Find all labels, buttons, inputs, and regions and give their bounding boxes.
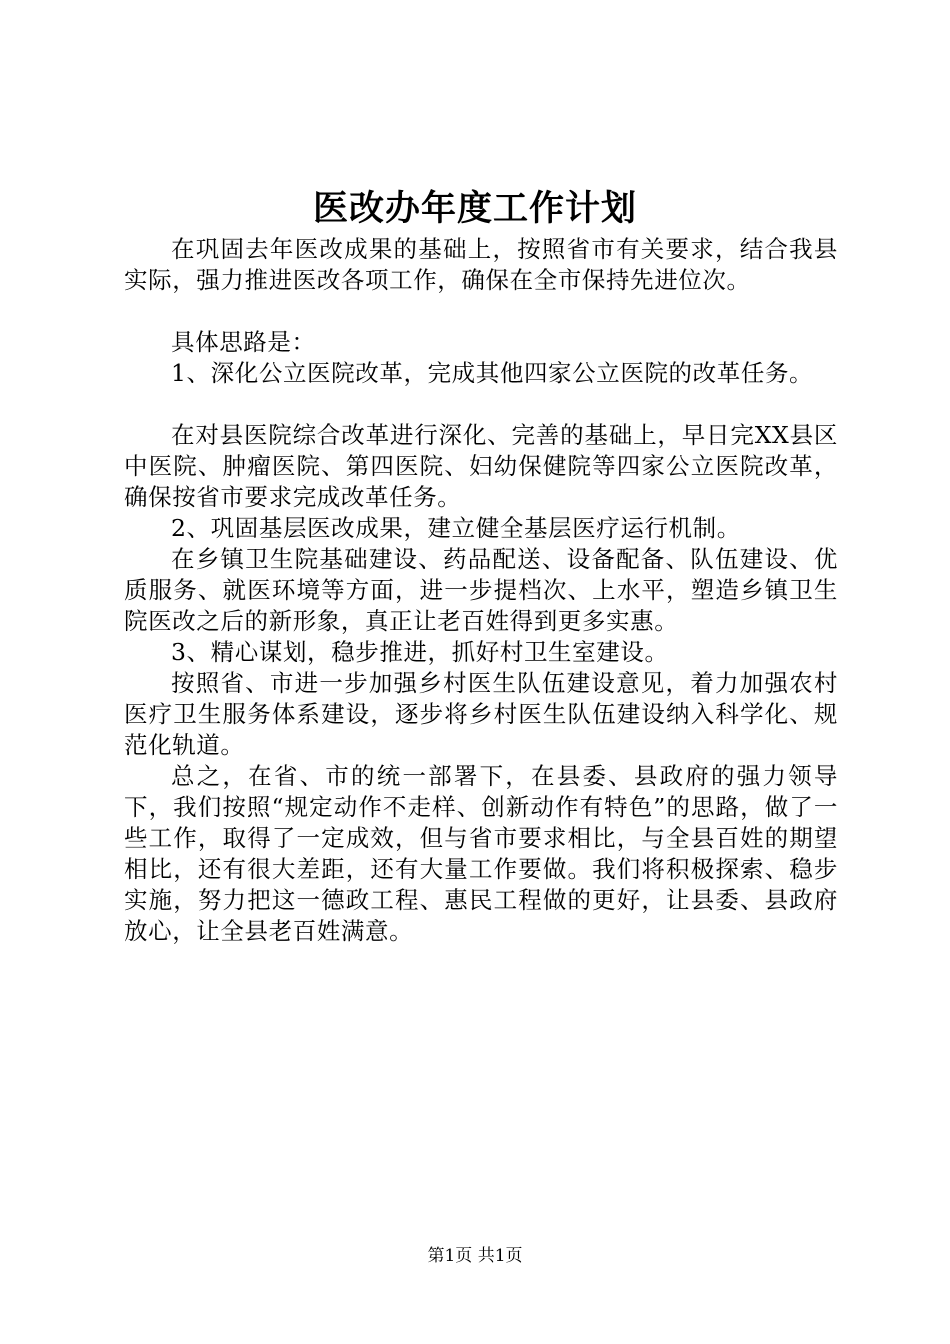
paragraph-spacer	[124, 296, 838, 327]
page-number: 第1页 共1页	[427, 1246, 523, 1266]
paragraph-intro: 在巩固去年医改成果的基础上，按照省市有关要求，结合我县实际，强力推进医改各项工作，确保在全市保持先进位次。	[124, 235, 838, 294]
paragraph-item-3-heading: 3、精心谋划，稳步推进，抓好村卫生室建设。	[171, 638, 669, 666]
document-title: 医改办年度工作计划	[312, 188, 637, 229]
paragraph-spacer	[124, 389, 838, 420]
paragraph-item-3-body: 按照省、市进一步加强乡村医生队伍建设意见，着力加强农村医疗卫生服务体系建设，逐步将乡村医生队伍建设纳入科学化、规范化轨道。	[124, 669, 838, 759]
paragraph-item-2-body: 在乡镇卫生院基础建设、药品配送、设备配备、队伍建设、优质服务、就医环境等方面，进一步提档次、上水平，塑造乡镇卫生院医改之后的新形象，真正让老百姓得到更多实惠。	[124, 545, 838, 635]
paragraph-item-1-heading: 1、深化公立医院改革，完成其他四家公立医院的改革任务。	[171, 359, 814, 387]
paragraph-summary: 总之，在省、市的统一部署下，在县委、县政府的强力领导下，我们按照“规定动作不走样、创新动作有特色”的思路，做了一些工作，取得了一定成效，但与省市要求相比，与全县百姓的期望相比，还有很大差距，还有大量工作要做。我们将积极探索、稳步实施，努力把这一德政工程、惠民工程做的更好，让县委、县政府放心，让全县老百姓满意。	[124, 762, 838, 945]
document-body	[124, 234, 838, 947]
paragraph-item-2-heading: 2、巩固基层医改成果，建立健全基层医疗运行机制。	[171, 514, 741, 542]
paragraph-item-1-body: 在对县医院综合改革进行深化、完善的基础上，早日完XX县区中医院、肿瘤医院、第四医院、妇幼保健院等四家公立医院改革，确保按省市要求完成改革任务。	[124, 421, 838, 511]
paragraph-approach: 具体思路是：	[171, 328, 316, 356]
